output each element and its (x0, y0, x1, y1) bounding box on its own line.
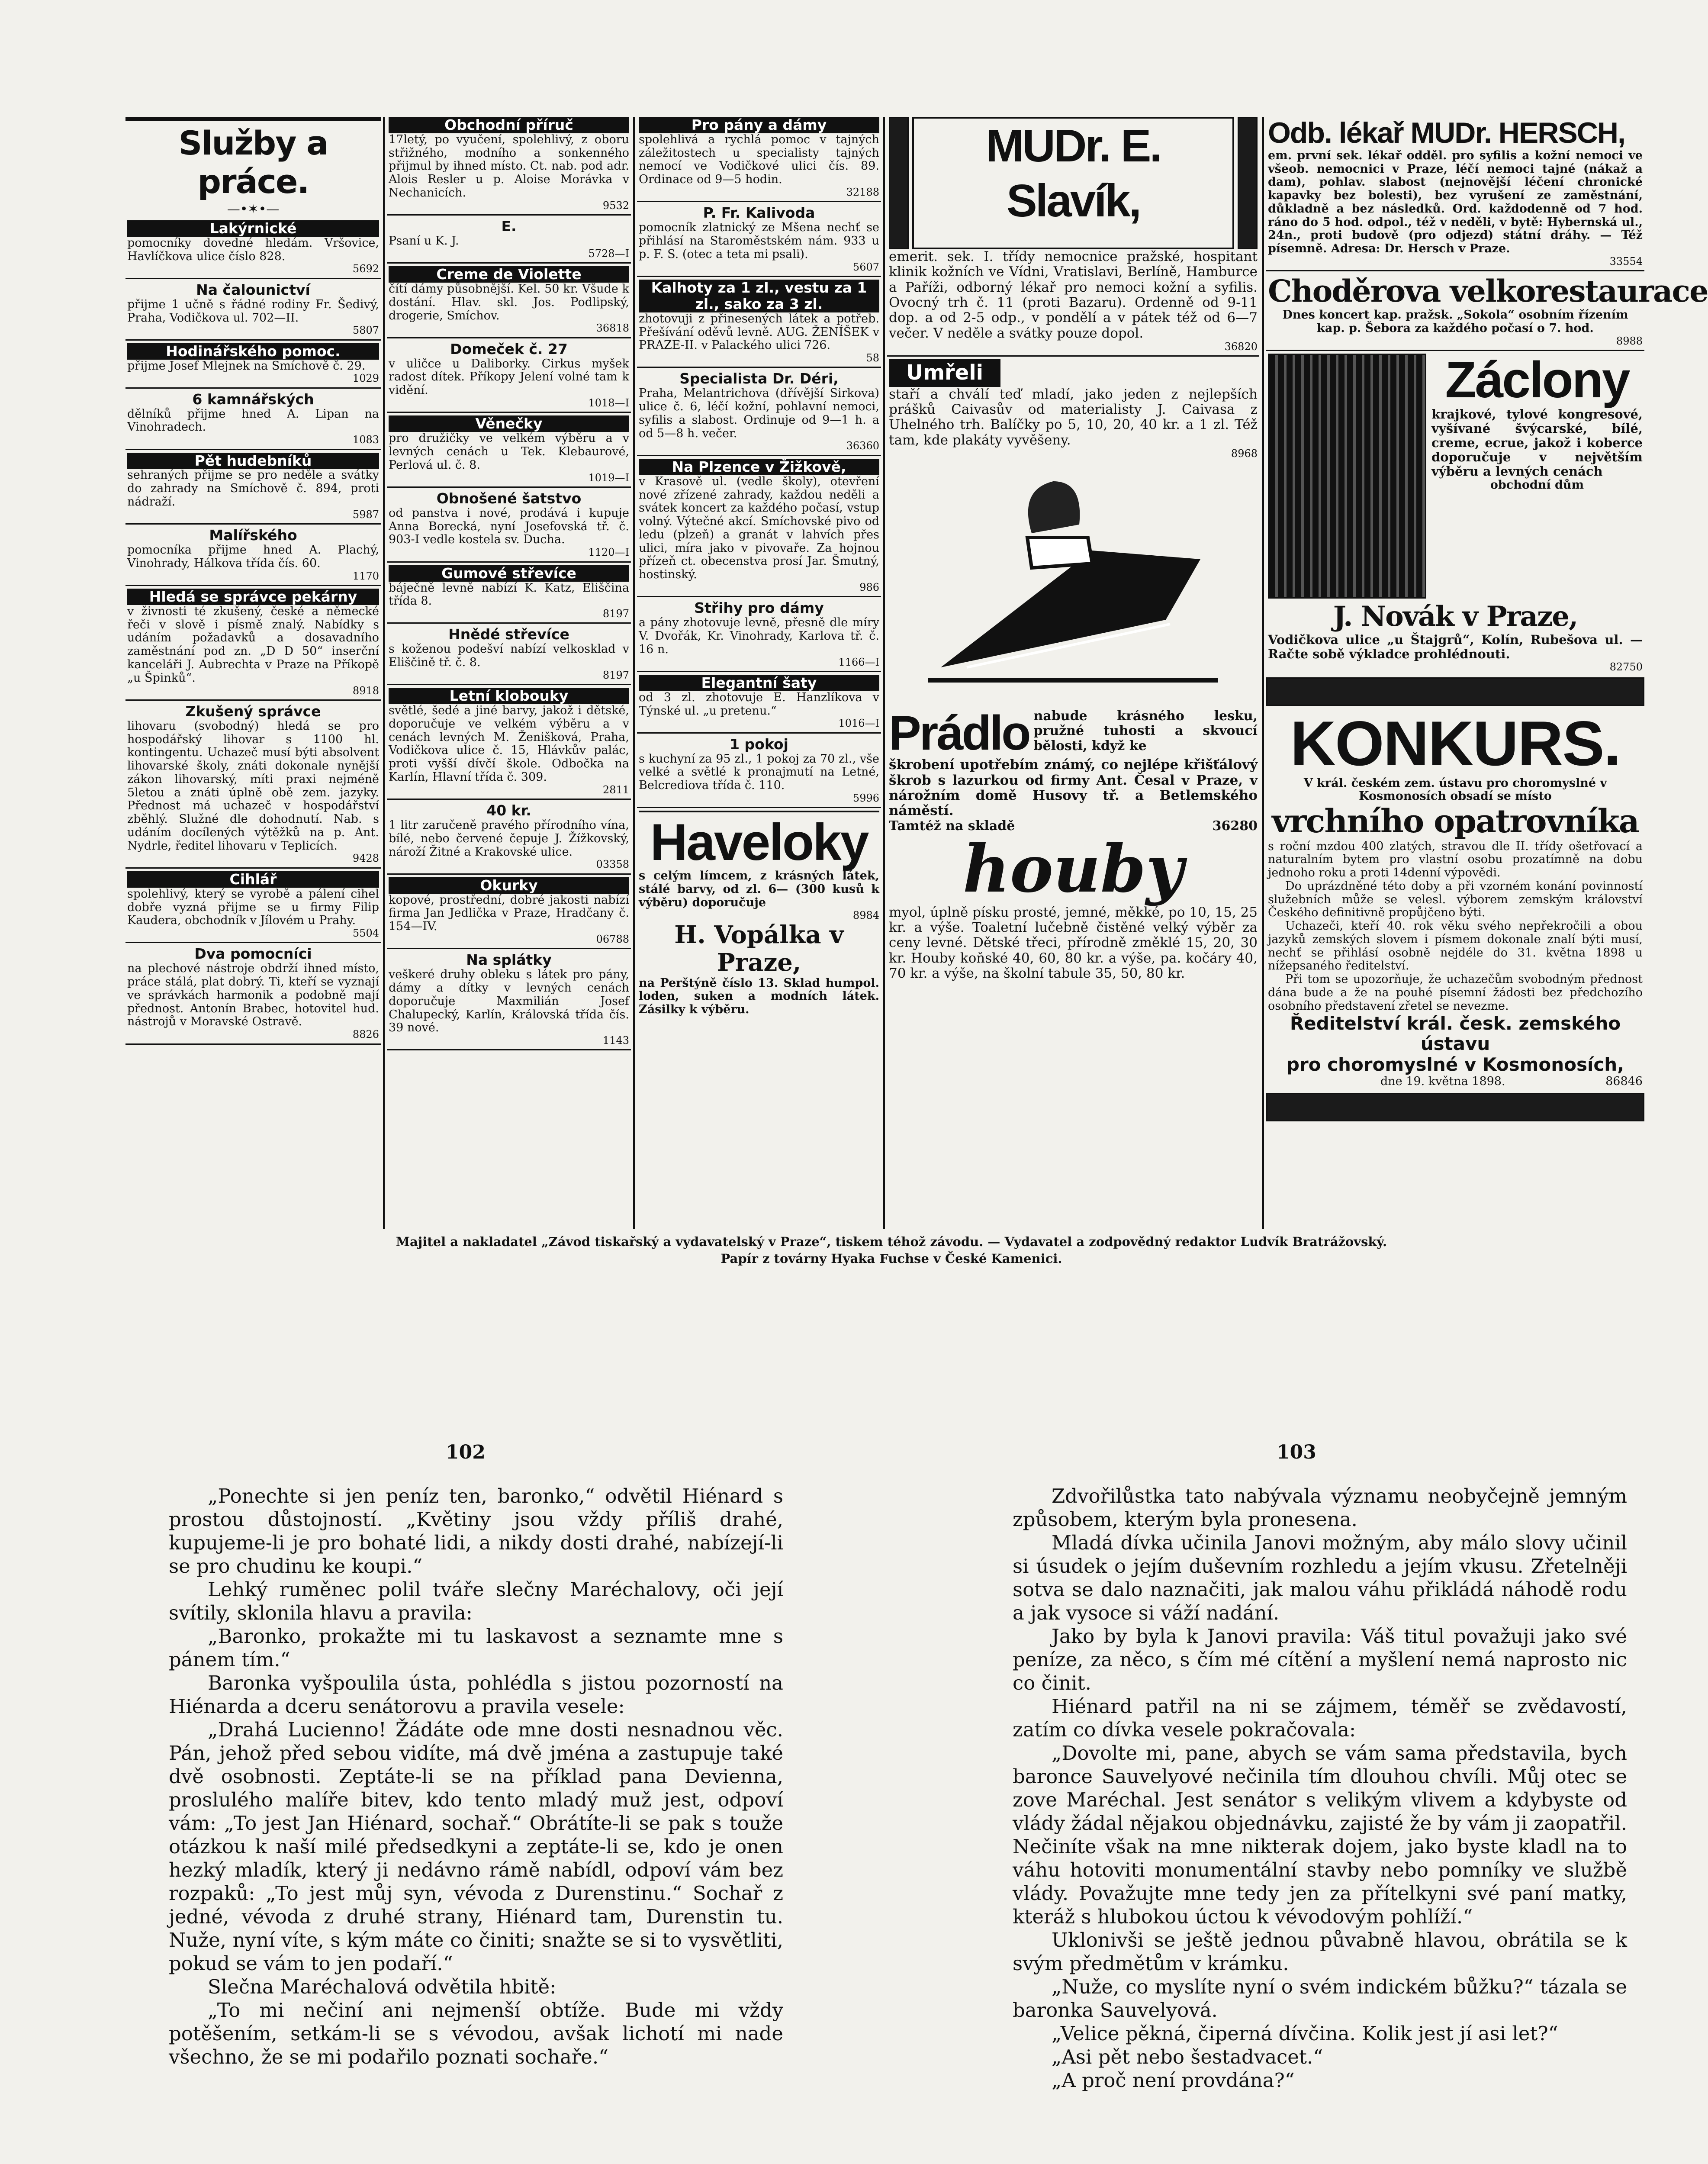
divider (637, 455, 881, 456)
classified-ad (389, 877, 629, 946)
divider (637, 367, 881, 368)
ad-body: Praha, Melantrichova (dřívější Sirkova) ulice č. 6, léčí kožní, pohlavní nemoci, syfilis a slabost. Ordinuje od 9—1 h. a od 5—8 h. večer. (639, 386, 879, 440)
ad-body: přijme 1 učně s řádné rodiny Fr. Šedivý, Praha, Vodičkova ul. 702—II. (127, 297, 379, 325)
classified-ad (389, 415, 629, 484)
ad-body: kopové, prostřední, dobré jakosti nabízí firma Jan Jedlička v Praze, Hradčany č. 154—IV. (389, 893, 629, 934)
top-rule (125, 117, 381, 121)
ad-heading: P. Fr. Kalivoda (703, 204, 815, 222)
ad-number: 2811 (602, 783, 629, 796)
slavik-ad (889, 117, 1258, 353)
divider (637, 596, 881, 597)
pradlo-ad (889, 706, 1258, 981)
konkurs-date: dne 19. května 1898. (1380, 1075, 1505, 1088)
classified-ad (389, 802, 629, 871)
classified-ad (127, 946, 379, 1040)
divider (125, 585, 381, 586)
divider (387, 337, 631, 338)
ad-number: 1166—I (838, 656, 879, 668)
houby-word: houby (962, 831, 1184, 907)
classified-ad (639, 117, 879, 198)
classified-ad (127, 527, 379, 582)
haveloky-body: s celým límcem, z krásných látek, stálé barvy, od zl. 6— (300 kusů k výběru) doporučuje (639, 869, 879, 909)
ad-body: 1 litr zaručeně pravého přírodního vína, bílé, nebo červené čepuje J. Žížkovský, nároží Žitné a Krakovské ulice. (389, 818, 629, 859)
ad-number: 82750 (1609, 661, 1643, 673)
konkurs-title: KONKURS. (1290, 708, 1621, 779)
paragraph: „Asi pět nebo šestadvacet.“ (1052, 2045, 1323, 2068)
imprint (234, 1233, 1549, 1267)
ad-body: na plechové nástroje obdrží ihned místo, práce stálá, plat dobrý. Ti, kteří se vyznají ve správkách harmonik a podobně mají přednost. Antonín Brabec, hotovitel hud. nástrojů v Moravské Ostravě. (127, 962, 379, 1029)
divider (637, 732, 881, 734)
konkurs-sign-1: Ředitelství král. česk. zemského ústavu (1290, 1012, 1621, 1055)
ad-body: zhotovuji z přinesených látek a potřeb. Přešívání oděvů levně. AUG. ŽENÍŠEK v PRAZE-II. v Palackého ulici 726. (639, 312, 879, 352)
ad-body: Psaní u K. J. (389, 234, 459, 248)
ad-number: 5728—I (588, 247, 629, 260)
ad-number: 1018—I (588, 397, 629, 409)
imprint-line-2: Papír z továrny Hyaka Fuchse v České Kamenici. (721, 1251, 1062, 1266)
ad-heading: Cihlář (127, 871, 379, 888)
classified-ad (389, 565, 629, 620)
paragraph: „Drahá Lucienno! Žádáte ode mne dosti nesnadnou věc. Pán, jehož před sebou vidíte, má dvě jména a zastupuje také dvě osobnosti. Zeptáte-li se na příklad pana Devienna, proslulého malíře bitev, kdo tento mladý muž jest, odpoví vám: „To jest Jan Hiénard, sochař.“ Obrátíte-li se pak s touže otázkou k naší milé předsedkyni a zeptáte-li se, kdo je onen hezký mladík, který ji nedávno rámě nabídl, odpoví vám bez rozpaků: „To jest můj syn, vévoda z Durenstinu.“ Sochař z jedné, vévoda z druhé strany, Hiénard tam, Durenstin tu. Nuže, nyní víte, s kým máte co činiti; snažte se si to vysvětliti, pokud se vám to jen podaří.“ (169, 1718, 783, 1975)
ad-number: 986 (859, 581, 879, 593)
paragraph: „Dovolte mi, pane, abych se vám sama představila, bych baronce Sauvelyové nečinila tím dlouhou chvíli. Můj otec se zove Maréchal. Jest senátor s velikým vlivem a kdybyste od vlády žádal nějakou objednávku, zajisté že by vám ji zaopatřil. Nečiníte však na mne nikterak dojem, jako byste kladl na to váhu hotoviti monumentální stavby nebo pomníky ve službě vlády. Považujte mne tedy jen za přítelkyni své paní matky, kteráž s hlubokou úctou k vévodovým pohlíží.“ (1013, 1742, 1627, 1928)
ad-number: 5996 (852, 792, 879, 804)
paragraph: Slečna Maréchalová odvětila hbitě: (208, 1975, 556, 1998)
chodera-body: Dnes koncert kap. pražsk. „Sokola“ osobním řízením kap. p. Šebora za každého počasí o 7. hod. (1282, 308, 1628, 335)
divider (387, 948, 631, 949)
divider (125, 523, 381, 525)
ad-heading: Malířského (209, 527, 297, 544)
ad-number: 5607 (852, 261, 879, 273)
divider (387, 486, 631, 488)
classified-ad (389, 341, 629, 409)
ad-number: 9428 (352, 852, 379, 865)
konkurs-lead: V král. českém zem. ústavu pro choromyslné v Kosmonosích obsadí se místo (1303, 776, 1607, 803)
haveloky-address: na Perštýně číslo 13. Sklad humpol. loden, suken a modních látek. Zásilky k výběru. (639, 976, 879, 1017)
ad-heading: Pro pány a dámy (639, 117, 879, 133)
classified-ad (639, 736, 879, 805)
classified-ad (639, 205, 879, 273)
ad-number: 36820 (1224, 340, 1258, 353)
pradlo-side: nabude krásného lesku, pružné tuhosti a skvoucí bělosti, když ke (1033, 708, 1258, 754)
classified-ad (389, 218, 629, 260)
novak-firm: J. Novák v Praze, (1333, 600, 1578, 633)
services-ads (125, 220, 381, 1045)
zaclony-ad (1268, 351, 1643, 599)
ad-number: 03358 (596, 858, 629, 871)
classified-ad (389, 266, 629, 335)
ad-body: v uličce u Daliborky. Cirkus myšek radost dítek. Příkopy Jelení volné tam k vidění. (389, 357, 629, 397)
classified-ad (127, 343, 379, 385)
ad-number: 1143 (602, 1034, 629, 1047)
column-services (125, 117, 381, 1229)
classified-ad (639, 459, 879, 593)
advertisement-page (125, 116, 1708, 1229)
classified-ad (639, 675, 879, 730)
ad-heading: Obnošené šatstvo (436, 489, 582, 507)
hersch-title: Odb. lékař MUDr. HERSCH, (1268, 116, 1625, 149)
ad-heading: Věnečky (389, 415, 629, 432)
umreli-head: Umřeli (889, 359, 1000, 386)
ad-heading: Specialista Dr. Déri, (679, 370, 839, 387)
novak-address: Vodičkova ulice „u Štajgrů“, Kolín, Rubešova ul. — Račte sobě výkladce prohlédnouti. (1268, 632, 1643, 661)
iron-icon (889, 464, 1252, 706)
ad-body: báječně levně nabízí K. Katz, Eliščina třída 8. (389, 581, 629, 608)
column-display (1266, 116, 1708, 1229)
column-rule (633, 117, 635, 1229)
book-page-right (1013, 1485, 1627, 2092)
paragraph: „Velice pěkná, čiperná dívčina. Kolik jest jí asi let?“ (1052, 2022, 1558, 2045)
ad-body: v živnosti té zkušený, české a německé řeči v slově i písmě znalý. Nabídky s udáním požadavků a dosavadního zaměstnání pod zn. „D D 50“ inserční kanceláři J. Aubrechta v Praze na Příkopě „u Špinků“. (127, 604, 379, 685)
ad-heading: 40 kr. (486, 802, 531, 819)
haveloky-ad (639, 811, 879, 1017)
black-bar (1266, 677, 1644, 706)
konkurs-body-1: s roční mzdou 400 zlatých, stravou dle II. třídy ošetřovací a naturalním bytem pro vlastní osobu prozatímně na dobu jednoho roku a proti 14denní výpovědi. (1268, 839, 1643, 880)
ad-heading: Na splátky (466, 951, 552, 969)
ad-number: 1029 (352, 372, 379, 385)
classified-ad (127, 282, 379, 337)
column-rule (383, 117, 385, 1229)
divider (387, 214, 631, 216)
divider (637, 276, 881, 277)
haveloky-firm: H. Vopálka v Praze, (674, 920, 844, 977)
ad-body: 17letý, po vyučení, spolehlivý, z oboru střižného, modního a sonkenného přijmul by ihned místo. Ct. nab. pod adr. Alois Resler u p. Aloise Morávka v Nechanicích. (389, 132, 629, 200)
classified-ad (127, 871, 379, 940)
ad-number: 1120—I (588, 546, 629, 559)
ad-body: přijme Josef Mlejnek na Smíchově č. 29. (127, 359, 366, 373)
ad-number: 32188 (846, 186, 879, 198)
ad-number: 9532 (602, 199, 629, 212)
konkurs-sign-2: pro choromyslné v Kosmonosích, (1286, 1054, 1624, 1076)
zaclony-title: Záclony (1445, 351, 1629, 409)
classified-ad (127, 703, 379, 865)
divider (387, 799, 631, 800)
ad-heading: Hnědé střevíce (448, 626, 569, 643)
zaclony-body: krajkové, tylové kongresové, vyšívané švýcarské, bílé, creme, ecrue, jakož i koberce doporučuje v největším výběru a levných cenách (1431, 406, 1643, 479)
ad-body: pomocníky dovedné hledám. Vršovice, Havlíčkova ulice číslo 828. (127, 236, 379, 263)
classified-ad (389, 490, 629, 559)
ad-body: sehraných přijme se pro neděle a svátky do zahrady na Smíchově č. 894, proti nádraží. (127, 468, 379, 509)
wedge-decoration (889, 117, 909, 249)
ad-heading: Letní klobouky (389, 688, 629, 704)
ad-heading: Dva pomocníci (194, 945, 312, 963)
paragraph: Uklonivši se ještě jednou půvabně hlavou, obrátila se k svým předmětům v krámku. (1013, 1929, 1627, 1975)
paragraph: „Baronko, prokažte mi tu laskavost a seznamte mne s pánem tím.“ (169, 1625, 783, 1671)
paragraph: „A proč není provdána?“ (1052, 2069, 1295, 2092)
ad-heading: Na čalounictví (196, 281, 310, 298)
section-title: Služby a práce. (178, 124, 328, 201)
ad-heading: 1 pokoj (730, 735, 788, 753)
divider (125, 278, 381, 279)
umreli-ad (889, 359, 1258, 706)
classified-ad (639, 600, 879, 668)
houby-body: myol, úplně písku prosté, jemné, měkké, po 10, 15, 25 kr. a výše. Toaletní lučebně čistěné velký výběr za ceny levné. Dětské třeci, přírodně změklé 15, 20, 30 kr. Houby koňské 40, 60, 80 kr. a výše, pa. kočáry 40, 70 kr. a výše, na školní tabule 35, 50, 80 kr. (889, 904, 1258, 981)
konkurs-body-4: Při tom se upozorňuje, že uchazečům svobodným přednost dána bude a že na pouhé písemní žádosti bez předchozího osobního představení zřetel se nevezme. (1268, 973, 1643, 1013)
ad-heading: Hodinářského pomoc. (127, 343, 379, 360)
ad-number: 58 (866, 352, 879, 364)
divider (637, 807, 881, 808)
ad-heading: Lakýrnické (127, 220, 379, 237)
ad-body: s kuchyní za 95 zl., 1 pokoj za 70 zl., vše velké a světlé k pronajmutí na Letné, Belcrediova třída č. 110. (639, 752, 879, 792)
imprint-line-1: Majitel a nakladatel „Závod tiskařský a vydavatelský v Praze“, tiskem téhož závodu. — Vydavatel a zodpovědný redaktor Ludvík Bratrážovský. (396, 1234, 1387, 1249)
ad-number: 06788 (596, 933, 629, 945)
divider (887, 355, 1259, 357)
ornament-divider: —•✶•— (227, 202, 280, 217)
ad-number: 1019—I (588, 471, 629, 484)
ad-body: spolehlivý, který se vyrobě a pálení cihel dobře vyzná přijme se u firmy Filip Kaudera, obchodník v Jílovém u Prahy. (127, 887, 379, 927)
ad-number: 8197 (602, 608, 629, 620)
classified-ad (389, 952, 629, 1047)
ad-heading: Zkušený správce (185, 702, 321, 720)
divider (1266, 350, 1644, 351)
umreli-body: staří a chválí teď mladí, jako jeden z nejlepších prášků Caivasův od materialisty J. Caivasa z Uhelného trh. Balíčky po 5, 10, 20, 40 kr. a 1 zl. Též tam, kde plakáty vyvěšeny. (889, 386, 1258, 448)
paragraph: Hiénard patřil na ni se zájmem, téměř se zvědavostí, zatím co dívka vesele pokračovala: (1013, 1695, 1627, 1741)
ad-body: pomocník zlatnický ze Mšena nechť se přihlásí na Staroměstském nám. 933 u p. F. S. (otec a teta mi psali). (639, 221, 879, 261)
ad-number: 33554 (1609, 255, 1643, 267)
ad-body: světlé, šedé a jiné barvy, jakož i dětské, doporučuje ve velkém výběru a v cenách levných M. Ženišková, Praha, Vodičkova ulice č. 15, Hlávkův palác, proti vyšší dívčí škole. Odbočka na Karlín, Hlavní třída č. 309. (389, 704, 629, 784)
ad-heading: Elegantní šaty (639, 675, 879, 691)
ad-number: 8988 (1616, 335, 1643, 347)
classified-ad (127, 220, 379, 275)
divider (387, 684, 631, 685)
classified-ad (389, 688, 629, 796)
divider (387, 561, 631, 563)
slavik-name: MUDr. E. Slavík, (912, 117, 1234, 249)
ad-heading: Pět hudebníků (127, 453, 379, 469)
curtain-illustration (1268, 354, 1426, 599)
ad-number: 86846 (1605, 1075, 1643, 1088)
ad-number: 1016—I (838, 717, 879, 730)
paragraph: „Nuže, co myslíte nyní o svém indickém bůžku?“ tázala se baronka Sauvelyová. (1013, 1975, 1627, 2022)
ad-heading: Obchodní příruč (389, 117, 629, 133)
ad-number: 1170 (352, 570, 379, 582)
divider (387, 873, 631, 875)
ad-number: 8968 (1231, 447, 1258, 460)
ad-heading: Na Plzence v Žižkově, (639, 459, 879, 475)
ad-heading: Kalhoty za 1 zl., vestu za 1 zl., sako za 3 zl. (639, 280, 879, 312)
ad-number: 8918 (352, 684, 379, 697)
paragraph: „To mi nečiní ani nejmenší obtíže. Bude mi vždy potěšením, setkám-li se s vévodou, avšak lichotí mi nade všechno, že se mi podařilo poznati sochaře.“ (169, 1999, 783, 2068)
ad-body: pro družičky ve velkém výběru a v levných cenách u Tek. Klebaurové, Perlová ul. č. 8. (389, 432, 629, 472)
ad-number: 36280 (1212, 818, 1258, 834)
paragraph: Zdvořilůstka tato nabývala významu neobyčejně jemným způsobem, kterým byla pronesena. (1013, 1485, 1627, 1531)
divider (125, 867, 381, 869)
column-classifieds-3 (637, 117, 881, 1229)
classified-ad (127, 453, 379, 521)
pradlo-store: Tamtéž na skladě (889, 818, 1015, 834)
wedge-decoration (1238, 117, 1258, 249)
book-page-left (169, 1485, 783, 2069)
classified-ad (389, 626, 629, 681)
divider (637, 671, 881, 672)
ad-number: 36818 (596, 322, 629, 335)
zaclony-shop: obchodní dům (1490, 478, 1584, 492)
ad-body: dělníků přijme hned A. Lipan na Vinohradech. (127, 407, 379, 434)
ad-heading: 6 kamnářských (192, 390, 314, 408)
novak-ad (1268, 601, 1643, 673)
ad-body: čítí dámy působnější. Kel. 50 kr. Všude k dostání. Hlav. skl. Jos. Podlipský, drogerie, Smíchov. (389, 282, 629, 322)
page-number-right: 103 (1277, 1441, 1316, 1463)
divider (637, 201, 881, 202)
ad-body: od panstva i nové, prodává i kupuje Anna Borecká, nyní Josefovská tř. č. 903-I vedle kostela sv. Ducha. (389, 506, 629, 547)
ad-heading: Hledá se správce pekárny (127, 589, 379, 605)
chodera-title: Choděrova velkorestaurace (1268, 273, 1708, 309)
divider (125, 449, 381, 450)
ad-body: od 3 zl. zhotovuje E. Hanzlíkova v Týnské ul. „u pretenu.“ (639, 690, 879, 718)
ad-number: 8197 (602, 669, 629, 681)
ad-body: lihovaru (svobodný) hledá se pro hospodářský lihovar s 1100 hl. kontingentu. Uchazeč musí býti absolvent lihovarské školy, znáti dokonale nynější zákon lihovarský, míti praxi nejméně 5letou a znáti úplně obě zem. jazyky. Přednost má uchazeč v hospodářství zběhlý. Služné dle dohodnutí. Nab. s udáním docílených výtěžků na p. Ant. Nydrle, ředitel lihovaru v Teplicích. (127, 719, 379, 853)
divider (125, 699, 381, 701)
ad-number: 5504 (352, 927, 379, 940)
column-medical (887, 117, 1259, 1229)
divider (387, 1049, 631, 1050)
haveloky-title: Haveloky (650, 813, 868, 872)
ad-heading: E. (501, 218, 517, 235)
paragraph: „Ponechte si jen peníz ten, baronko,“ odvětil Hiénard s prostou důstojností. „Květiny jsou vždy příliš drahé, kupujeme-li je pro bohaté lidi, a nikdy dosti drahé, nabízejí-li se pro chudinu ke koupi.“ (169, 1485, 783, 1578)
iron-illustration (889, 464, 1258, 706)
chodera-ad (1268, 273, 1708, 347)
ad-number: 5692 (352, 263, 379, 275)
ad-heading: Domeček č. 27 (450, 340, 568, 357)
ad-heading: Gumové střevíce (389, 565, 629, 582)
column-rule (1262, 117, 1264, 1229)
ad-heading: Creme de Violette (389, 266, 629, 283)
ad-body: a pány zhotovuje levně, přesně dle míry V. Dvořák, Kr. Vinohrady, Karlova tř. č. 16 n. (639, 616, 879, 656)
ad-body: veškeré druhy obleku s látek pro pány, dámy a dítky v levných cenách doporučuje Maxmilián Josef Chalupecký, Karlín, Královská třída čís. 39 nové. (389, 968, 629, 1035)
divider (125, 387, 381, 389)
konkurs-ad (1268, 710, 1643, 1088)
paragraph: Jako by byla k Janovi pravila: Váš titul považuji jako své peníze, za něco, s čím mé cítění a myšlení nemá naprosto nic co činit. (1013, 1625, 1627, 1694)
divider (125, 339, 381, 341)
konkurs-post: vrchního opatrovníka (1272, 803, 1639, 840)
classified-ad (639, 280, 879, 364)
classified-ad (127, 391, 379, 446)
paragraph: Mladá dívka učinila Janovi možným, aby málo slovy učinil si úsudek o jejím duševním rozhledu a jejím vkusu. Zřetelněji sotva se dalo naznačiti, jak malou váhu přikládá náhodě rodu a jak vysoce si váží nadání. (1013, 1531, 1627, 1624)
ad-number: 8826 (352, 1028, 379, 1041)
divider (125, 942, 381, 943)
ad-number: 5987 (352, 508, 379, 521)
page-number-left: 102 (446, 1441, 486, 1463)
divider (387, 622, 631, 624)
divider (1266, 270, 1644, 271)
column-rule (883, 117, 885, 1229)
ad-heading: Střihy pro dámy (694, 599, 824, 617)
classifieds-3-ads (637, 117, 881, 808)
ad-number: 5807 (352, 324, 379, 337)
konkurs-body-3: Uchazeči, kteří 40. rok věku svého nepřekročili a obou jazyků zemských slovem i písmem dokonale znalí býti musí, nechť se přihlásí osobně nejdéle do 31. května 1898 u nížepsaného ředitelství. (1268, 919, 1643, 973)
divider (387, 412, 631, 413)
divider (387, 262, 631, 264)
classifieds-2-ads (387, 117, 631, 1050)
pradlo-word: Prádlo (889, 706, 1029, 760)
slavik-body: emerit. sek. I. třídy nemocnice pražské, hospitant klinik kožních ve Vídni, Vratislavi, Berlíně, Hamburce a Paříži, odborný lékař pro nemoci kožní a syfilis. Ovocný trh č. 11 (proti Bazaru). Ordenně od 9-11 dop. a od 2-5 odp., v pondělí a v pátek též od 6—7 večer. V neděle a svátky pouze dopol. (889, 249, 1258, 341)
divider (125, 1043, 381, 1045)
ad-body: pomocníka přijme hned A. Plachý, Vinohrady, Hálkova třída čís. 60. (127, 543, 379, 570)
black-bar (1266, 1093, 1644, 1121)
ad-number: 1083 (352, 434, 379, 446)
ad-body: spolehlivá a rychlá pomoc v tajných záležitostech u specialisty tajných nemocí ve Vodičkové ulici čís. 89. Ordinace od 9—5 hodin. (639, 132, 879, 187)
ad-heading: Okurky (389, 877, 629, 894)
konkurs-body-2: Do uprázdněné této doby a při vzorném konání povinností služebních může se velesl. výborem zemským království Českého definitivně propůjčeno býti. (1268, 879, 1643, 920)
hersch-ad (1268, 117, 1643, 267)
classified-ad (389, 117, 629, 212)
pradlo-body: škrobení upotřebím známý, co nejlépe křišťálový škrob s lazurkou od firmy Ant. Česal v Praze, v nárožním domě Husovy tř. a Betlemského náměstí. (889, 757, 1258, 819)
column-classifieds-2 (387, 117, 631, 1229)
ad-body: v Krasově ul. (vedle školy), otevření nové zřízené zahrady, každou neděli a svátek koncert za každého počasí, vstup volný. Výtečné akcí. Smíchovské pivo od ledu (plzeň) a granát v lahvích přes ulici, míra jako v pivovaře. Za hojnou přízeň ct. obecenstva prosí Jar. Šmutný, hostinský. (639, 474, 879, 582)
ad-body: s koženou podešví nabízí velkosklad v Eliščině tř. č. 8. (389, 642, 629, 670)
ad-number: 8984 (852, 909, 879, 921)
paragraph: Baronka vyšpoulila ústa, pohlédla s jistou pozorností na Hiénarda a dceru senátorovu a pravila vesele: (169, 1671, 783, 1718)
classified-ad (127, 589, 379, 697)
ad-number: 36360 (846, 440, 879, 452)
hersch-body: em. první sek. lékař odděl. pro syfilis a kožní nemoci ve všeob. nemocnici v Praze, léčí nemoci tajné (nákaž a dam), pohlav. slabost (nejnovější léčení chronické kapavky bez bolesti), bez vyrušení ze zaměstnání, důkladně a bez následků. Ord. každodenně od 7 hod. ráno do 5 hod. odpol., též v neděli, v bytě: Hybernská ul., 24n., proti budově (pro odjezd) státní dráhy. — Též písemně. Adresa: Dr. Hersch v Praze. (1268, 148, 1643, 256)
paragraph: Lehký ruměnec polil tváře slečny Maréchalovy, oči její svítily, sklonila hlavu a pravila: (169, 1578, 783, 1624)
classified-ad (639, 370, 879, 452)
